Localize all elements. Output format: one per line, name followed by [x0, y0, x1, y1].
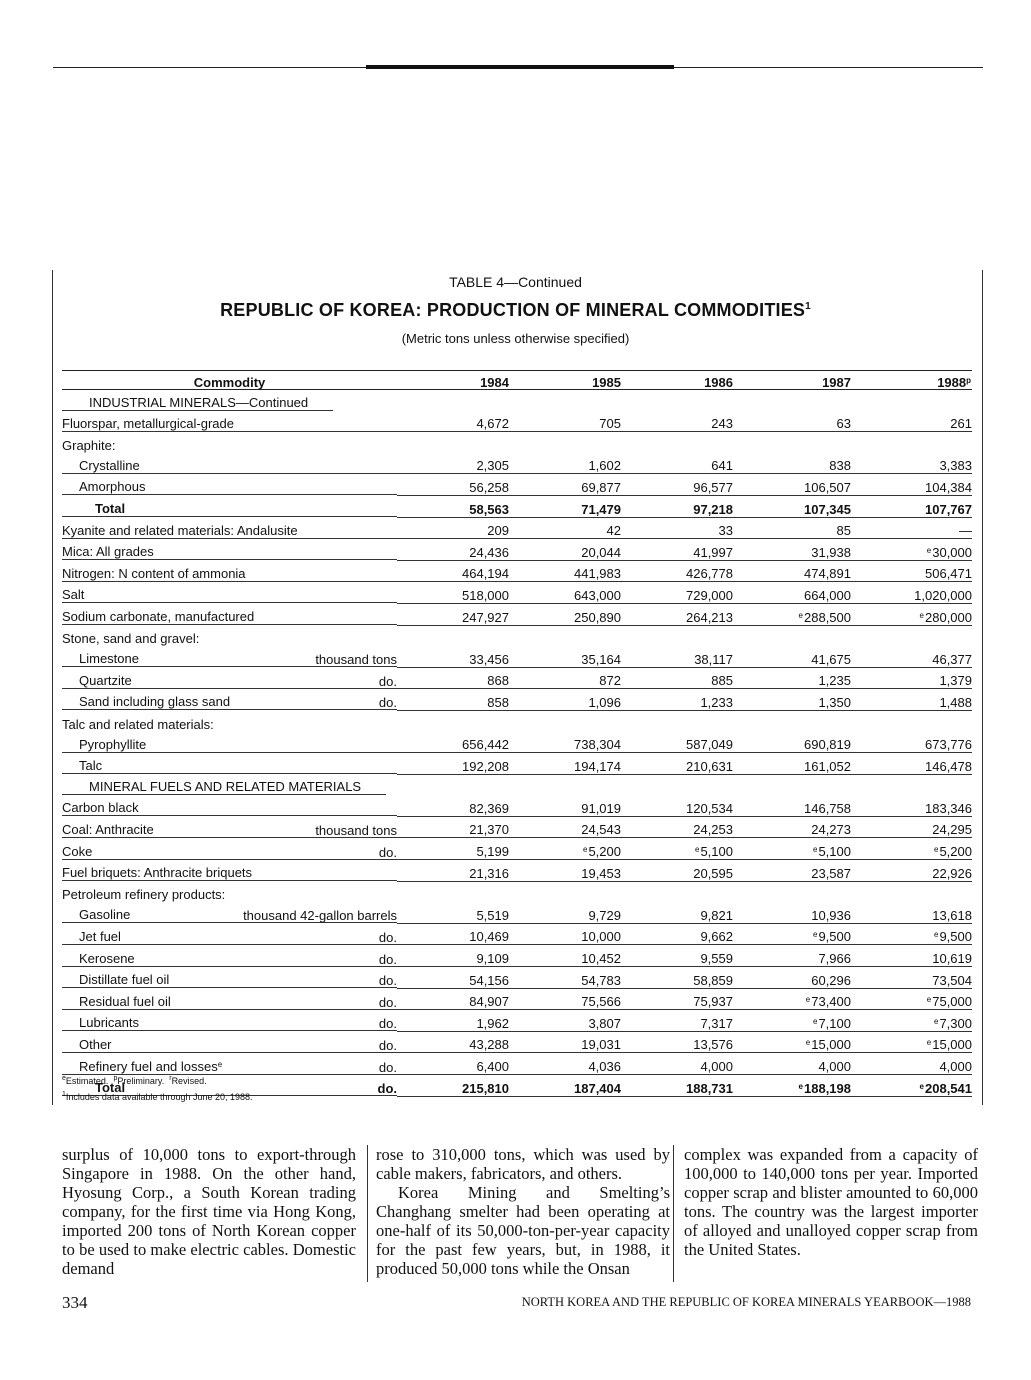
cell-1988: $^e$280,000 — [851, 603, 972, 625]
cell-1985: 194,174 — [509, 753, 621, 775]
cell-1984: 33,456 — [397, 646, 509, 667]
row-label-text: Limestone — [79, 651, 139, 667]
text-column-1: surplus of 10,000 tons to export-through Singapore in 1988. On the other hand, Hyosung Corp., a South Korean trading company, for the first time via Hong Kong, imported 200 tons of North Korean copper to be used to make electric cables. Domestic demand — [62, 1145, 356, 1278]
row-label-text: Coal: Anthracite — [62, 821, 154, 837]
row-label-text: Sodium carbonate, manufactured — [62, 609, 255, 625]
cell-1984: 82,369 — [397, 795, 509, 816]
table-row — [62, 1053, 972, 1075]
table-row — [62, 582, 972, 604]
cell-1986: 1,233 — [621, 689, 733, 711]
row-label-text: Quartzite — [79, 672, 132, 688]
cell-1984: 868 — [397, 667, 509, 689]
table-row — [62, 967, 972, 989]
cell-1984: 1,962 — [397, 1010, 509, 1032]
cell-1984 — [397, 432, 509, 453]
cell-1986: 97,218 — [621, 495, 733, 517]
row-label — [62, 795, 397, 816]
row-label-text: Mica: All grades — [62, 544, 154, 560]
row-label-text: Kyanite and related materials: Andalusite — [62, 522, 298, 538]
cell-1985: 19,453 — [509, 860, 621, 882]
table-row — [62, 816, 972, 838]
cell-1985: 738,304 — [509, 732, 621, 753]
table-row — [62, 474, 972, 496]
cell-1986 — [621, 625, 733, 646]
cell-1986: 13,576 — [621, 1031, 733, 1053]
cell-1987 — [733, 390, 851, 411]
row-label — [62, 753, 397, 775]
cell-1986: 9,559 — [621, 945, 733, 967]
row-label-text: Fuel briquets: Anthracite briquets — [62, 865, 253, 881]
column-divider-1 — [367, 1145, 368, 1282]
cell-1984: 10,469 — [397, 923, 509, 945]
cell-1984: 54,156 — [397, 967, 509, 989]
cell-1987: 31,938 — [733, 539, 851, 561]
cell-1988: 73,504 — [851, 967, 972, 989]
cell-1986: 75,937 — [621, 988, 733, 1010]
cell-1986 — [621, 710, 733, 731]
cell-1988: 673,776 — [851, 732, 972, 753]
table-title: REPUBLIC OF KOREA: PRODUCTION OF MINERAL COMMODITIES$^1$ — [220, 300, 811, 320]
cell-1988: $^e$5,200 — [851, 838, 972, 860]
row-label-text: Kerosene — [79, 950, 135, 966]
table-row — [62, 411, 972, 432]
cell-1988 — [851, 774, 972, 795]
cell-1984: 464,194 — [397, 560, 509, 582]
cell-1985: 91,019 — [509, 795, 621, 816]
cell-1984: 5,519 — [397, 902, 509, 923]
cell-1986: 210,631 — [621, 753, 733, 775]
cell-1988: 46,377 — [851, 646, 972, 667]
cell-1986: 7,317 — [621, 1010, 733, 1032]
table-row — [62, 795, 972, 816]
row-label — [62, 667, 397, 689]
row-label — [62, 732, 397, 753]
cell-1988 — [851, 710, 972, 731]
cell-1986: 20,595 — [621, 860, 733, 882]
row-label — [62, 1031, 397, 1053]
cell-1988: 107,767 — [851, 495, 972, 517]
row-label-text: Fluorspar, metallurgical-grade — [62, 415, 234, 431]
cell-1987: 41,675 — [733, 646, 851, 667]
cell-1985: 705 — [509, 411, 621, 432]
cell-1986 — [621, 432, 733, 453]
row-unit: thousand tons — [315, 822, 397, 838]
table-row — [62, 1010, 972, 1032]
row-label-text: Pyrophyllite — [79, 736, 147, 752]
cell-1987: 106,507 — [733, 474, 851, 496]
cell-1984: 21,370 — [397, 816, 509, 838]
cell-1985: 1,096 — [509, 689, 621, 711]
table-row — [62, 625, 972, 646]
cell-1984: 9,109 — [397, 945, 509, 967]
cell-1986: 641 — [621, 453, 733, 474]
row-unit: do. — [378, 844, 397, 860]
top-rule-bar — [366, 65, 674, 69]
col-header-1986: 1986 — [704, 375, 733, 390]
cell-1987: 1,235 — [733, 667, 851, 689]
cell-1988: 1,020,000 — [851, 582, 972, 604]
cell-1986: 426,778 — [621, 560, 733, 582]
row-label-text: Talc — [79, 758, 103, 774]
cell-1986: 243 — [621, 411, 733, 432]
cell-1985: 9,729 — [509, 902, 621, 923]
cell-1987: $^e$288,500 — [733, 603, 851, 625]
cell-1985: 187,404 — [509, 1075, 621, 1097]
cell-1984: 518,000 — [397, 582, 509, 604]
row-label — [62, 582, 397, 604]
cell-1988 — [851, 881, 972, 902]
cell-1986: 264,213 — [621, 603, 733, 625]
col-header-1985: 1985 — [592, 375, 621, 390]
row-label — [62, 860, 397, 882]
row-label-text: Lubricants — [79, 1015, 139, 1031]
footnote-1: $^1$Includes data available through June 20, 1988. — [62, 1091, 253, 1102]
col-header-1988: 1988$^p$ — [937, 375, 971, 390]
table-row — [62, 432, 972, 453]
cell-1984 — [397, 710, 509, 731]
row-label-text: Jet fuel — [79, 928, 121, 944]
cell-1988: 13,618 — [851, 902, 972, 923]
column-divider-2 — [673, 1145, 674, 1282]
cell-1985: $^e$5,200 — [509, 838, 621, 860]
cell-1988: 1,379 — [851, 667, 972, 689]
row-label — [62, 710, 397, 731]
cell-1987: 10,936 — [733, 902, 851, 923]
row-label-text: Distillate fuel oil — [79, 972, 170, 988]
cell-1984 — [397, 390, 509, 411]
cell-1988: 104,384 — [851, 474, 972, 496]
table-row — [62, 495, 972, 517]
table-row — [62, 945, 972, 967]
cell-1986: $^e$5,100 — [621, 838, 733, 860]
cell-1984: 192,208 — [397, 753, 509, 775]
cell-1985: 24,543 — [509, 816, 621, 838]
cell-1987: 63 — [733, 411, 851, 432]
table-row — [62, 710, 972, 731]
cell-1985: 10,000 — [509, 923, 621, 945]
cell-1985: 54,783 — [509, 967, 621, 989]
cell-1987: 146,758 — [733, 795, 851, 816]
row-label-text: Nitrogen: N content of ammonia — [62, 565, 246, 581]
row-unit: do. — [378, 673, 397, 689]
cell-1986: 38,117 — [621, 646, 733, 667]
cell-1987 — [733, 625, 851, 646]
row-unit: do. — [378, 994, 397, 1010]
row-label — [62, 988, 397, 1010]
cell-1985: 10,452 — [509, 945, 621, 967]
cell-1988: 1,488 — [851, 689, 972, 711]
row-label: Refinery fuel and losses$^e$ do. — [62, 1053, 397, 1075]
row-label-text: Amorphous — [79, 479, 146, 495]
row-label-text: Total — [95, 1080, 126, 1096]
cell-1988: 506,471 — [851, 560, 972, 582]
row-label — [62, 646, 397, 667]
cell-1987: 85 — [733, 517, 851, 539]
cell-1987: $^e$73,400 — [733, 988, 851, 1010]
table-row — [62, 667, 972, 689]
row-label — [62, 411, 397, 432]
cell-1984: 24,436 — [397, 539, 509, 561]
table-row — [62, 646, 972, 667]
row-label — [62, 517, 397, 539]
cell-1985: 71,479 — [509, 495, 621, 517]
table-row — [62, 560, 972, 582]
cell-1985: 250,890 — [509, 603, 621, 625]
row-unit: do. — [378, 1037, 397, 1053]
table-row — [62, 732, 972, 753]
cell-1987 — [733, 881, 851, 902]
cell-1988 — [851, 432, 972, 453]
row-label-text: MINERAL FUELS AND RELATED MATERIALS — [89, 779, 362, 795]
cell-1985: 35,164 — [509, 646, 621, 667]
cell-1985 — [509, 881, 621, 902]
table-row — [62, 774, 972, 795]
cell-1986: 96,577 — [621, 474, 733, 496]
cell-1986 — [621, 881, 733, 902]
row-label-text: Total — [95, 501, 126, 517]
cell-1987: 4,000 — [733, 1053, 851, 1075]
cell-1988: 3,383 — [851, 453, 972, 474]
table-row — [62, 539, 972, 561]
cell-1984: 5,199 — [397, 838, 509, 860]
cell-1986: 729,000 — [621, 582, 733, 604]
cell-1987: 664,000 — [733, 582, 851, 604]
row-unit: do. — [378, 1059, 397, 1075]
cell-1984 — [397, 881, 509, 902]
table-row — [62, 923, 972, 945]
cell-1986: 4,000 — [621, 1053, 733, 1075]
row-label-text: Residual fuel oil — [79, 993, 171, 1009]
table-frame-left — [52, 270, 53, 1105]
cell-1984: 43,288 — [397, 1031, 509, 1053]
cell-1984: 84,907 — [397, 988, 509, 1010]
cell-1984: 4,672 — [397, 411, 509, 432]
cell-1987: $^e$188,198 — [733, 1075, 851, 1097]
cell-1985 — [509, 390, 621, 411]
cell-1987: 60,296 — [733, 967, 851, 989]
table-row — [62, 753, 972, 775]
cell-1987: 838 — [733, 453, 851, 474]
cell-1987: $^e$15,000 — [733, 1031, 851, 1053]
cell-1984: 21,316 — [397, 860, 509, 882]
cell-1986 — [621, 774, 733, 795]
table-subtitle: (Metric tons unless otherwise specified) — [401, 331, 630, 346]
cell-1984: 215,810 — [397, 1075, 509, 1097]
cell-1987: $^e$5,100 — [733, 838, 851, 860]
cell-1984: 656,442 — [397, 732, 509, 753]
row-label — [62, 432, 397, 453]
cell-1985: 643,000 — [509, 582, 621, 604]
row-label-text: Talc and related materials: — [62, 716, 214, 732]
row-label — [62, 838, 397, 860]
cell-1985: 872 — [509, 667, 621, 689]
cell-1987 — [733, 710, 851, 731]
row-label — [62, 816, 397, 838]
cell-1984: 2,305 — [397, 453, 509, 474]
row-label — [62, 774, 397, 795]
row-label-text: Other — [79, 1036, 112, 1052]
row-unit: thousand tons — [315, 652, 397, 668]
cell-1986: 885 — [621, 667, 733, 689]
cell-1985: 19,031 — [509, 1031, 621, 1053]
cell-1985: 3,807 — [509, 1010, 621, 1032]
table-row — [62, 988, 972, 1010]
cell-1985 — [509, 432, 621, 453]
cell-1986: 24,253 — [621, 816, 733, 838]
table-row — [62, 453, 972, 474]
row-label-text: Gasoline — [79, 907, 131, 923]
row-label — [62, 689, 397, 711]
cell-1987: 1,350 — [733, 689, 851, 711]
row-label-text: Sand including glass sand — [79, 694, 231, 710]
row-label — [62, 1010, 397, 1032]
cell-1985: 20,044 — [509, 539, 621, 561]
cell-1988: 24,295 — [851, 816, 972, 838]
cell-1984 — [397, 774, 509, 795]
row-label-text: INDUSTRIAL MINERALS—Continued — [89, 394, 309, 410]
col-header-1987: 1987 — [822, 375, 851, 390]
col-header-commodity: Commodity — [193, 375, 266, 390]
cell-1987: $^e$9,500 — [733, 923, 851, 945]
row-label — [62, 390, 397, 411]
table-row — [62, 902, 972, 923]
cell-1988: 261 — [851, 411, 972, 432]
running-title: NORTH KOREA AND THE REPUBLIC OF KOREA MINERALS YEARBOOK—1988 — [521, 1295, 971, 1309]
row-label — [62, 625, 397, 646]
row-unit: do. — [378, 973, 397, 989]
row-label — [62, 967, 397, 989]
table-row — [62, 517, 972, 539]
cell-1986: 9,662 — [621, 923, 733, 945]
cell-1985: 69,877 — [509, 474, 621, 496]
row-unit: do. — [378, 929, 397, 945]
row-label — [62, 923, 397, 945]
cell-1985: 441,983 — [509, 560, 621, 582]
cell-1986 — [621, 390, 733, 411]
row-unit: thousand 42-gallon barrels — [243, 908, 397, 924]
table-row — [62, 881, 972, 902]
row-label — [62, 881, 397, 902]
cell-1984: 247,927 — [397, 603, 509, 625]
text-column-2: rose to 310,000 tons, which was used by cable makers, fabricators, and others. Korea Mining and Smelting’s Changhang smelter had been operating at one-half of its 50,000-ton-per-year capacity for the past few years, but, in 1988, it produced 50,000 tons while the Onsan — [376, 1145, 670, 1278]
row-unit: do. — [377, 1081, 397, 1097]
cell-1987: $^e$7,100 — [733, 1010, 851, 1032]
cell-1988 — [851, 625, 972, 646]
cell-1987: 161,052 — [733, 753, 851, 775]
cell-1987: 23,587 — [733, 860, 851, 882]
cell-1988: 146,478 — [851, 753, 972, 775]
row-label — [62, 902, 397, 923]
cell-1984: 6,400 — [397, 1053, 509, 1075]
table-row — [62, 838, 972, 860]
cell-1988: $^e$75,000 — [851, 988, 972, 1010]
cell-1988: 183,346 — [851, 795, 972, 816]
row-label — [62, 560, 397, 582]
cell-1984: 209 — [397, 517, 509, 539]
cell-1987: 107,345 — [733, 495, 851, 517]
table-row — [62, 1031, 972, 1053]
cell-1985: 75,566 — [509, 988, 621, 1010]
row-label — [62, 539, 397, 561]
table-row — [62, 860, 972, 882]
text-column-3: complex was expanded from a capacity of 100,000 to 140,000 tons per year. Imported copper scrap and blister amounted to 60,000 tons. The country was the largest importer of alloyed and unalloyed copper scrap from the United States. — [684, 1145, 978, 1259]
cell-1988: $^e$7,300 — [851, 1010, 972, 1032]
row-label-text: Stone, sand and gravel: — [62, 631, 200, 647]
cell-1987: 474,891 — [733, 560, 851, 582]
cell-1984: 58,563 — [397, 495, 509, 517]
cell-1986: 188,731 — [621, 1075, 733, 1097]
cell-1986: 58,859 — [621, 967, 733, 989]
table-row — [62, 603, 972, 625]
cell-1985 — [509, 625, 621, 646]
cell-1984: 56,258 — [397, 474, 509, 496]
table-label: TABLE 4—Continued — [449, 274, 582, 290]
row-label-text: Petroleum refinery products: — [62, 887, 226, 903]
cell-1986: 9,821 — [621, 902, 733, 923]
col-header-1984: 1984 — [480, 375, 509, 390]
cell-1988: $^e$15,000 — [851, 1031, 972, 1053]
cell-1987: 690,819 — [733, 732, 851, 753]
row-label-text: Crystalline — [79, 457, 140, 473]
row-label-text: Coke — [62, 843, 93, 859]
row-label — [62, 474, 397, 496]
title-note-mark: 1 — [805, 301, 811, 312]
cell-1987 — [733, 774, 851, 795]
cell-1985: 4,036 — [509, 1053, 621, 1075]
cell-1984 — [397, 625, 509, 646]
cell-1986: 33 — [621, 517, 733, 539]
cell-1985 — [509, 774, 621, 795]
page-number: 334 — [62, 1293, 88, 1312]
footnote-marks: $^e$Estimated. $^p$Preliminary. $^r$Revised. — [62, 1075, 207, 1086]
cell-1988: 22,926 — [851, 860, 972, 882]
cell-1988: $^e$208,541 — [851, 1075, 972, 1097]
cell-1984: 858 — [397, 689, 509, 711]
table-row — [62, 390, 972, 411]
row-label — [62, 495, 397, 517]
row-label — [62, 945, 397, 967]
row-unit: do. — [378, 695, 397, 711]
row-label — [62, 603, 397, 625]
row-unit: do. — [378, 1016, 397, 1032]
cell-1987: 24,273 — [733, 816, 851, 838]
table-row — [62, 689, 972, 711]
cell-1988: 4,000 — [851, 1053, 972, 1075]
cell-1985: 42 — [509, 517, 621, 539]
row-label-text: Graphite: — [62, 437, 116, 453]
cell-1988: 10,619 — [851, 945, 972, 967]
cell-1987: 7,966 — [733, 945, 851, 967]
row-label — [62, 453, 397, 474]
cell-1988: $^e$30,000 — [851, 539, 972, 561]
row-unit: do. — [378, 951, 397, 967]
cell-1986: 587,049 — [621, 732, 733, 753]
cell-1985: 1,602 — [509, 453, 621, 474]
table-frame-right — [982, 270, 983, 1105]
cell-1988: — — [851, 517, 972, 539]
cell-1988 — [851, 390, 972, 411]
production-table — [62, 370, 972, 1097]
cell-1985 — [509, 710, 621, 731]
cell-1987 — [733, 432, 851, 453]
cell-1988: $^e$9,500 — [851, 923, 972, 945]
row-label-text: Carbon black — [62, 800, 139, 816]
row-label-text: Refinery fuel and losses — [79, 1058, 218, 1074]
row-label-text: Salt — [62, 587, 85, 603]
cell-1986: 120,534 — [621, 795, 733, 816]
cell-1986: 41,997 — [621, 539, 733, 561]
